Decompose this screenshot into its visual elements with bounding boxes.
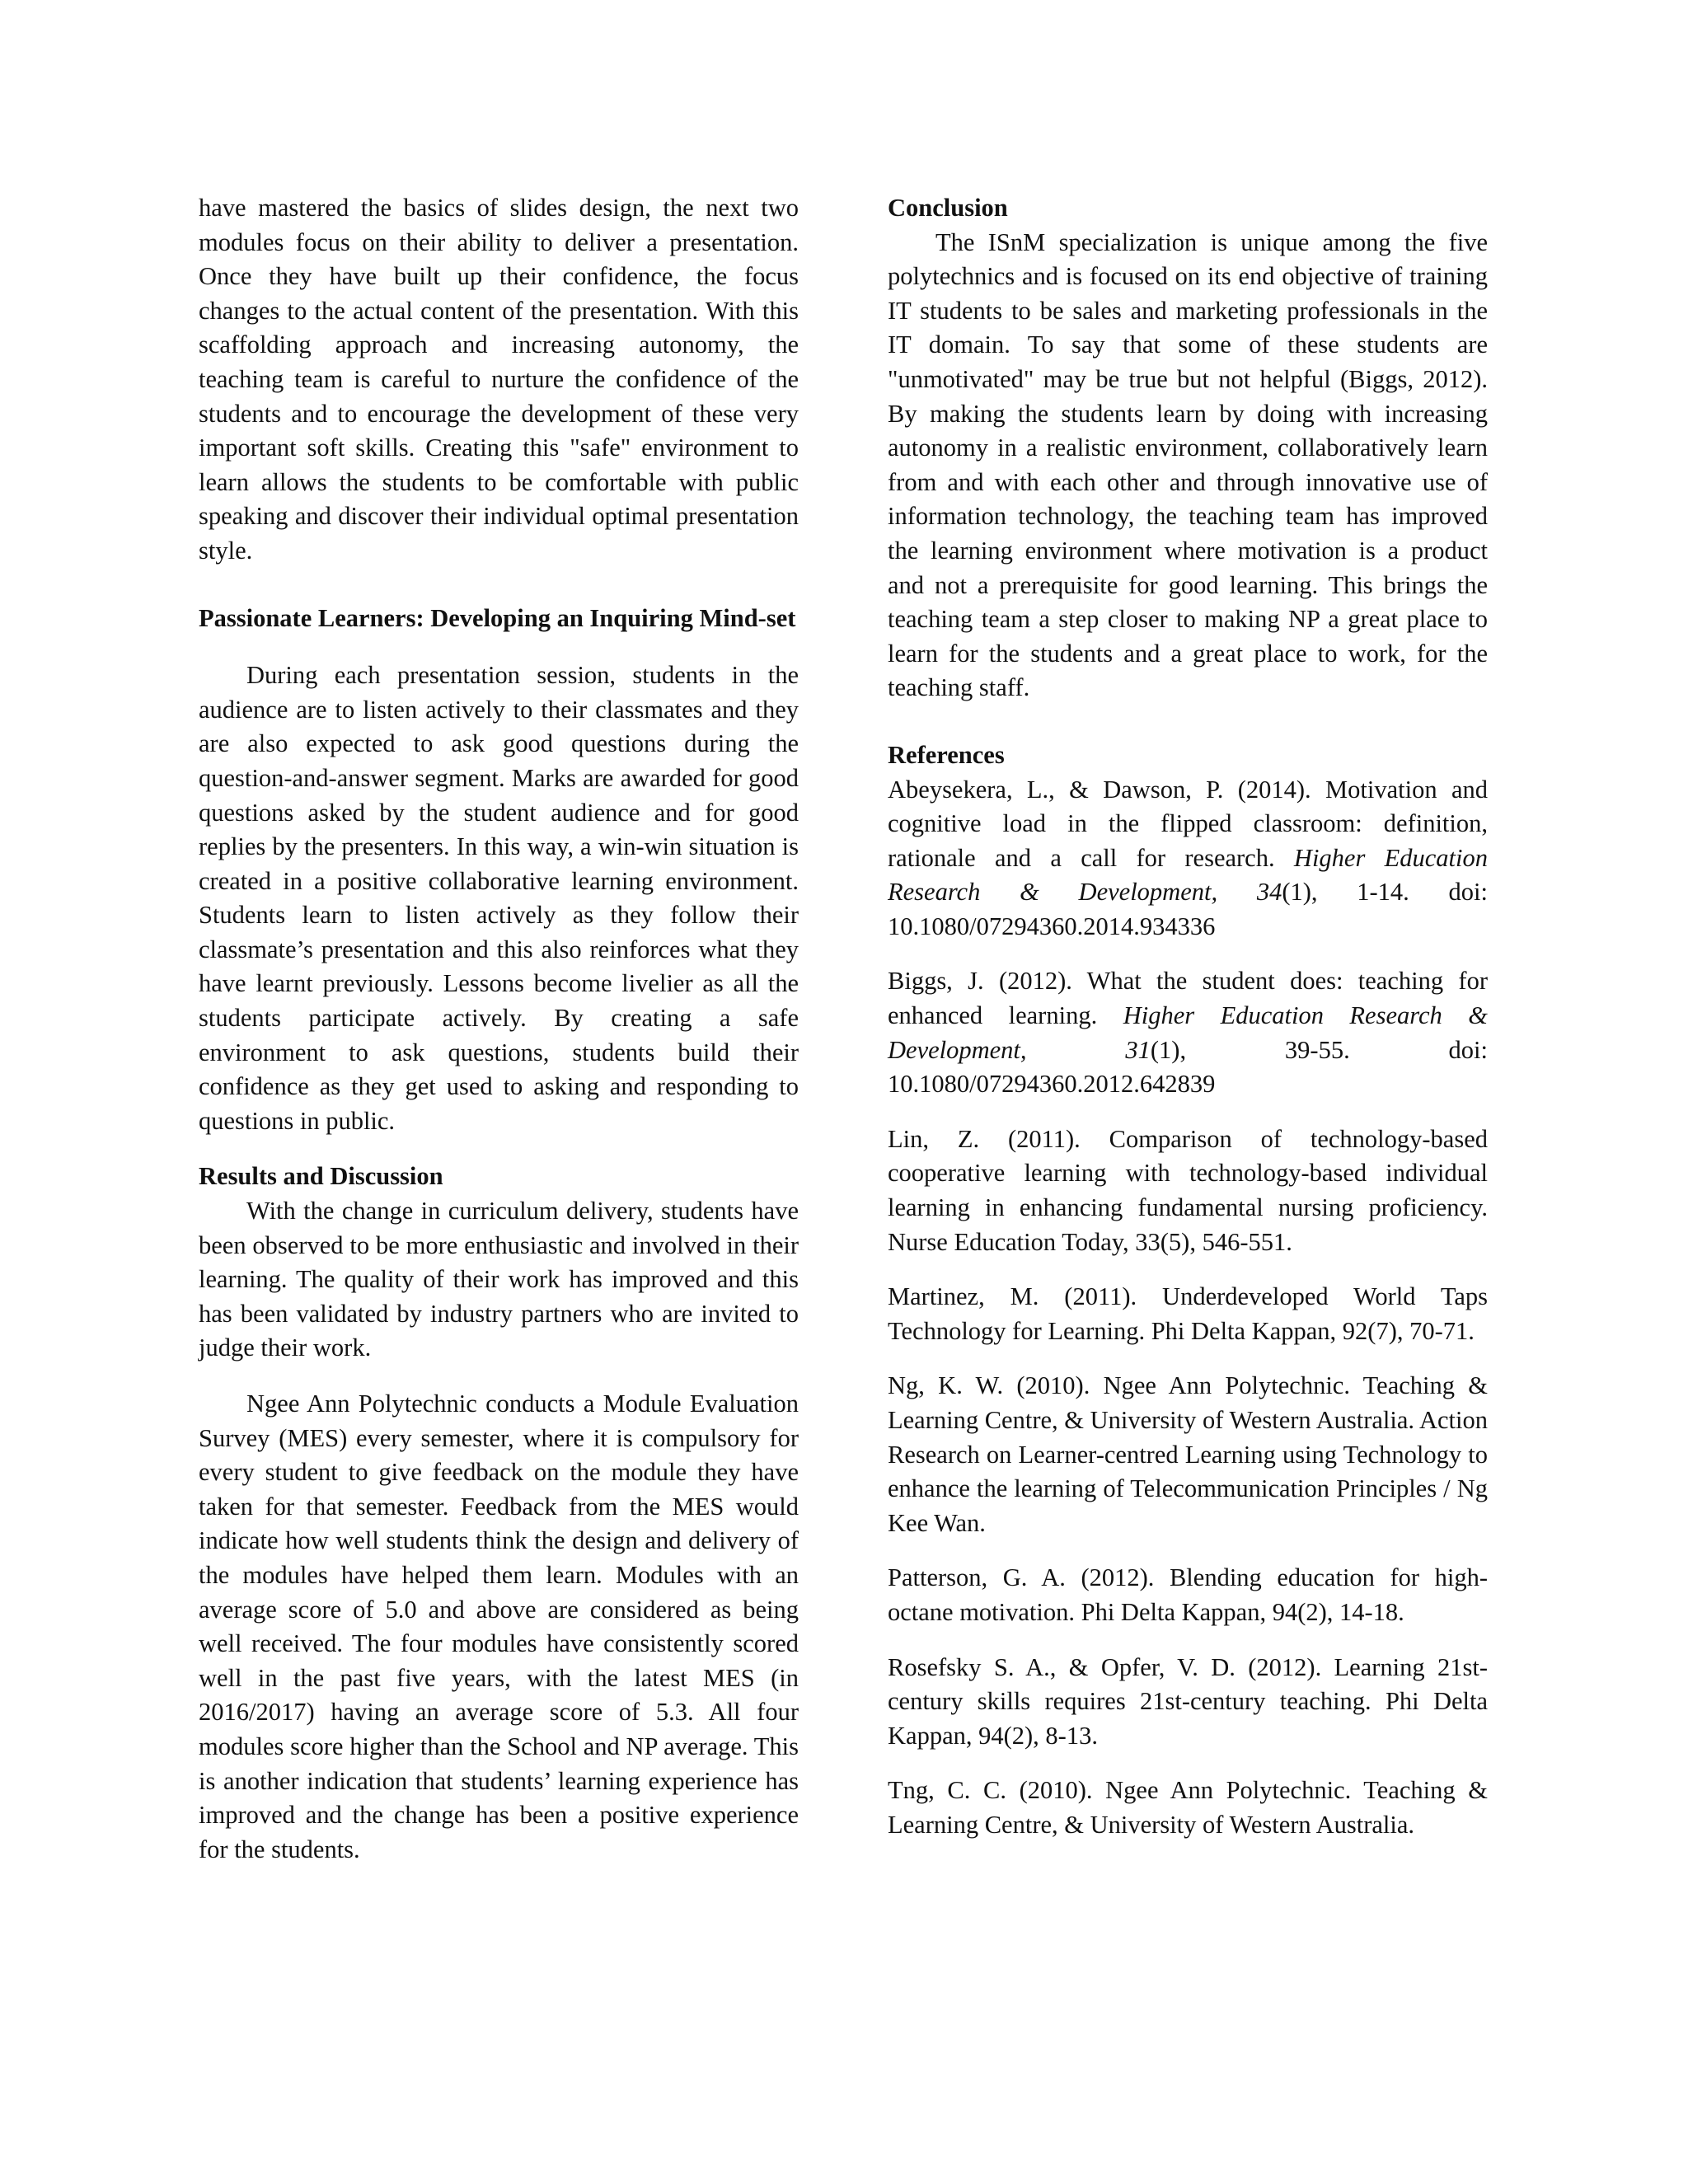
reference-item: Martinez, M. (2011). Underdeveloped World Taps Technology for Learning. Phi Delta Kappan, 92(7), 70-71. (888, 1282, 1488, 1345)
reference-item: Biggs, J. (2012). What the student does: teaching for enhanced learning. Higher Education Research & Development, 31(1), 39-55. doi: 10.1080/07294360.2012.642839 (888, 967, 1488, 1099)
section-heading-references: References (888, 740, 1005, 769)
reference-item: Lin, Z. (2011). Comparison of technology-based cooperative learning with technology-based individual learning in enhancing fundamental nursing proficiency. Nurse Education Today, 33(5), 546-551. (888, 1124, 1488, 1256)
section-heading-conclusion: Conclusion (888, 194, 1008, 222)
left-column (199, 191, 799, 1867)
results-paragraph-1: With the change in curriculum delivery, students have been observed to be more enthusiastic and involved in their learning. The quality of their work has improved and this has been validated by industry partners who are invited to judge their work. (199, 1197, 799, 1362)
reference-item: Abeysekera, L., & Dawson, P. (2014). Motivation and cognitive load in the flipped classroom: definition, rationale and a call for research. Higher Education Research & Development, 34(1), 1-14. doi: 10.1080/07294360.2014.934336 (888, 775, 1489, 940)
conclusion-paragraph: The ISnM specialization is unique among the five polytechnics and is focused on its end objective of training IT students to be sales and marketing professionals in the IT domain. To say that some of these students are "unmotivated" may be true but not helpful (Biggs, 2012). By making the students learn by doing with increasing autonomy in a realistic environment, collaboratively learn from and with each other and through innovative use of information technology, the teaching team has improved the learning environment where motivation is a product and not a prerequisite for good learning. This brings the teaching team a step closer to making NP a great place to learn for the students and a great place to work, for the teaching staff. (888, 227, 1488, 702)
reference-item: Tng, C. C. (2010). Ngee Ann Polytechnic. Teaching & Learning Centre, & University of Western Australia. (888, 1776, 1488, 1839)
results-paragraph-2: Ngee Ann Polytechnic conducts a Module Evaluation Survey (MES) every semester, where it is compulsory for every student to give feedback on the module they have taken for that semester. Feedback from the MES would indicate how well students think the design and delivery of the modules have helped them learn. Modules with an average score of 5.0 and above are considered as being well received. The four modules have consistently scored well in the past five years, with the latest MES (in 2016/2017) having an average score of 5.3. All four modules score higher than the School and NP average. This is another indication that students’ learning experience has improved and the change has been a positive experience for the students. (199, 1390, 799, 1863)
reference-item: Ng, K. W. (2010). Ngee Ann Polytechnic. Teaching & Learning Centre, & University of Western Australia. Action Research on Learner-centred Learning using Technology to enhance the learning of Telecommunication Principles / Ng Kee Wan. (888, 1371, 1488, 1537)
reference-list (888, 773, 1488, 1843)
section-heading-results: Results and Discussion (199, 1162, 443, 1191)
passionate-learners-paragraph: During each presentation session, students in the audience are to listen actively to their classmates and they are also expected to ask good questions during the question-and-answer segment. Marks are awarded for good questions asked by the student audience and for good replies by the presenters. In this way, a win-win situation is created in a positive collaborative learning environment. Students learn to listen actively as they follow their classmate’s presentation and this also reinforces what they have learnt previously. Lessons become livelier as all the students participate actively. By creating a safe environment to ask questions, students build their confidence as they get used to asking and responding to questions in public. (199, 661, 799, 1135)
reference-item: Rosefsky S. A., & Opfer, V. D. (2012). Learning 21st-century skills requires 21st-century teaching. Phi Delta Kappan, 94(2), 8-13. (888, 1652, 1488, 1750)
intro-paragraph: have mastered the basics of slides design, the next two modules focus on their ability to deliver a presentation. Once they have built up their confidence, the focus changes to the actual content of the presentation. With this scaffolding approach and increasing autonomy, the teaching team is careful to nurture the confidence of the students and to encourage the development of these very important soft skills. Creating this "safe" environment to learn allows the students to be comfortable with public speaking and discover their individual optimal presentation style. (199, 194, 799, 565)
reference-item: Patterson, G. A. (2012). Blending education for high-octane motivation. Phi Delta Kappan, 94(2), 14-18. (888, 1563, 1488, 1626)
section-heading-passionate-learners: Passionate Learners: Developing an Inquiring Mind-set (199, 603, 796, 632)
right-column (888, 191, 1488, 1863)
